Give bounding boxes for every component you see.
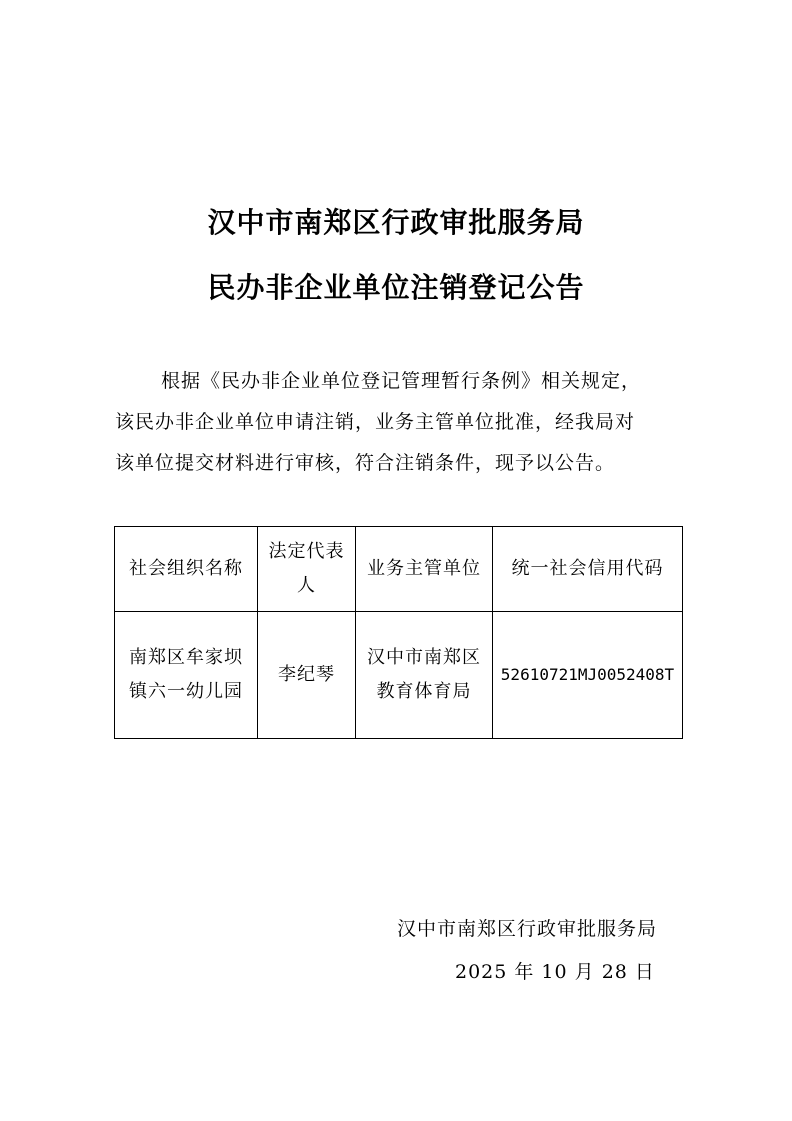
header-credit-code: 统一社会信用代码 [493, 527, 683, 612]
organization-table [114, 526, 683, 739]
body-paragraph-line-3: 该单位提交材料进行审核，符合注销条件，现予以公告。 [115, 452, 616, 474]
table-header-row [115, 527, 683, 612]
header-org-name: 社会组织名称 [115, 527, 258, 612]
cell-legal-rep: 李纪琴 [258, 612, 356, 739]
cell-credit-code: 52610721MJ0052408T [493, 612, 683, 739]
body-paragraph-line-1: 根据《民办非企业单位登记管理暂行条例》相关规定， [161, 370, 642, 392]
header-legal-rep: 法定代表人 [258, 527, 356, 612]
body-paragraph-line-2: 该民办非企业单位申请注销，业务主管单位批准，经我局对 [115, 411, 636, 433]
notice-title: 民办非企业单位注销登记公告 [207, 271, 585, 304]
notice-title-issuer: 汉中市南郑区行政审批服务局 [207, 206, 585, 239]
header-supervisor: 业务主管单位 [356, 527, 493, 612]
signature-org: 汉中市南郑区行政审批服务局 [397, 918, 658, 940]
cell-supervisor: 汉中市南郑区教育体育局 [356, 612, 493, 739]
signature-date: 2025 年 10 月 28 日 [455, 961, 655, 983]
table-row [115, 612, 683, 739]
cell-org-name: 南郑区牟家坝镇六一幼儿园 [115, 612, 258, 739]
